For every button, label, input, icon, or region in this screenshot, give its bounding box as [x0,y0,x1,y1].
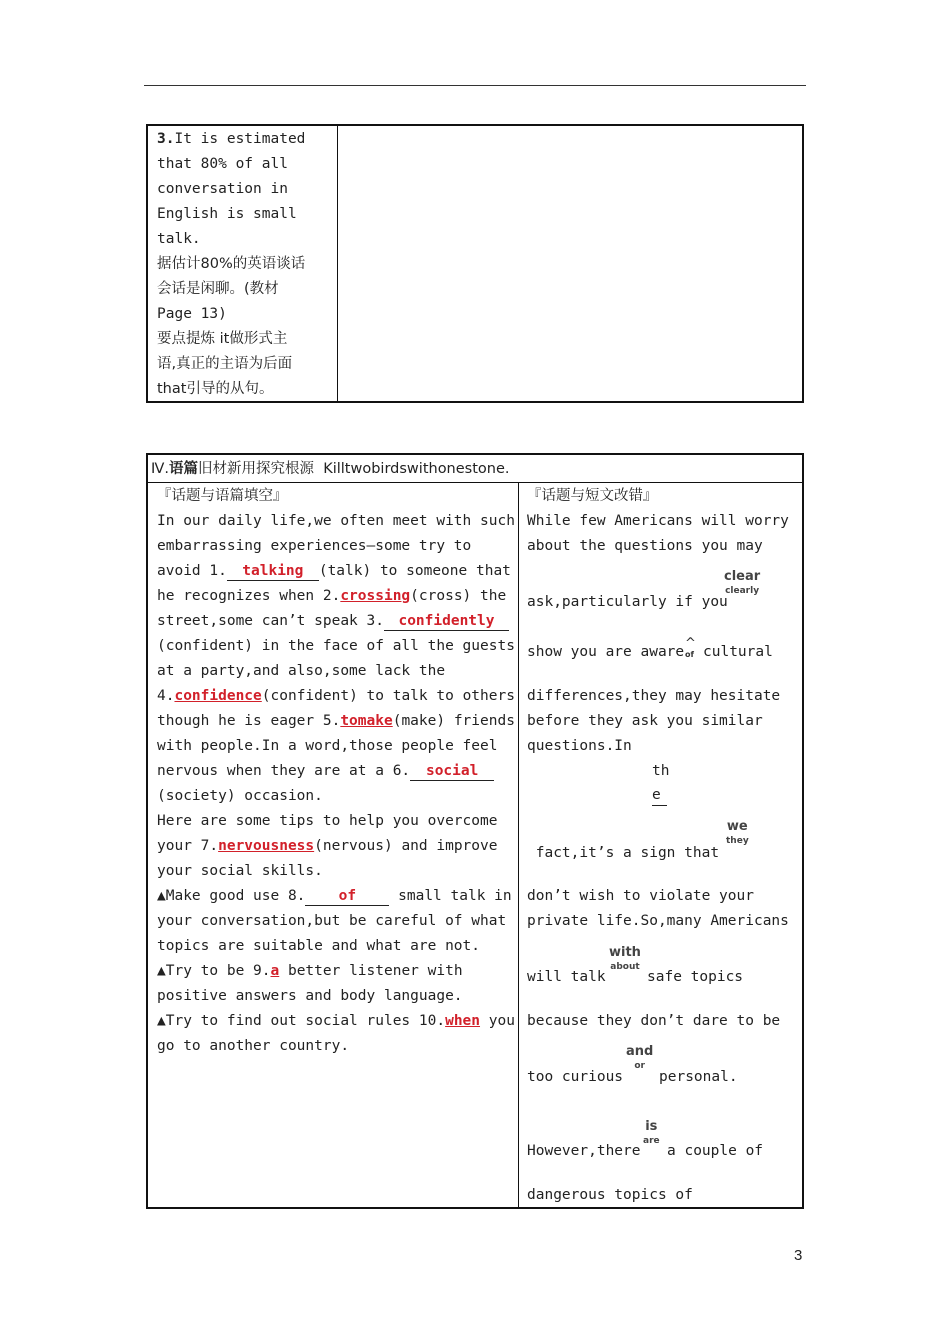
passage-line: street,some can’t speak 3. confidently [157,611,509,631]
example-line: that 80% of all [157,156,288,172]
answer-4: confidence [174,688,262,704]
translation-line: 会话是闲聊。(教材 [157,281,279,297]
answer-10: when [445,1013,481,1029]
correction-line: will talk [527,969,606,985]
correction-line: e [652,786,667,806]
passage-line: (confident) in the face of all the guests [157,638,515,654]
answer-5: tomake [340,713,393,729]
passage-line: though he is eager 5.tomake(make) friends [157,713,515,729]
correction-line: cultural [703,644,773,660]
correction-option-stack: we they [726,819,749,846]
passage-line: ▲Try to be 9.a better listener with [157,963,463,979]
correction-line: show you are aware [527,644,685,660]
correction-option-stack: is are [643,1119,660,1146]
passage-line: positive answers and body language. [157,988,463,1004]
blank-1: talking [227,562,319,581]
correction-option-stack: clear clearly [724,569,761,596]
correction-line: private life.So,many Americans [527,913,789,929]
translation-line: 据估计80%的英语谈话 [157,256,306,272]
passage-line: avoid 1. talking (talk) to someone that [157,563,511,579]
page-number: 3 [794,1247,803,1264]
passage-line: Here are some tips to help you overcome [157,813,498,829]
example-line: talk. [157,231,201,247]
example-line: English is small [157,206,297,222]
column-divider [518,482,519,1207]
key-point-line: 要点提炼 it做形式主 [157,331,288,347]
correction-line: dangerous topics of [527,1187,693,1203]
table-divider [337,126,338,401]
passage-line: your social skills. [157,863,323,879]
header-divider [148,482,802,483]
correction-line: a couple of [667,1143,764,1159]
right-column-title: 『话题与短文改错』 [527,488,658,504]
correction-line: questions.In [527,738,632,754]
correction-line: personal. [659,1069,738,1085]
correction-line: about the questions you may [527,538,763,554]
insert-caret-icon: ^ [685,636,696,651]
passage-line: (society) occasion. [157,788,323,804]
page-reference: Page 13) [157,306,227,322]
passage-line: nervous when they are at a 6. social [157,761,494,781]
correction-option-stack: with about [609,945,641,972]
key-point-line: 语,真正的主语为后面 [157,356,293,372]
caret-insert-word: of [685,650,694,659]
correction-line: th [652,763,670,779]
answer-9: a [270,963,280,979]
passage-line: ▲Try to find out social rules 10.when you [157,1013,515,1029]
passage-line: your 7.nervousness(nervous) and improve [157,838,498,854]
example-line: conversation in [157,181,288,197]
correction-line: fact,it’s a sign that [527,845,720,861]
left-column-title: 『话题与语篇填空』 [157,488,288,504]
passage-line: 4.confidence(confident) to talk to others [157,688,515,704]
passage-line: your conversation,but be careful of what [157,913,507,929]
correction-line: differences,they may hesitate [527,688,781,704]
correction-line: don’t wish to violate your [527,888,754,904]
key-point-line: that引导的从句。 [157,381,274,397]
blank-8: of [305,887,389,906]
correction-line: However,there [527,1143,641,1159]
blank-3: confidently [384,612,509,631]
answer-7: nervousness [218,838,315,854]
correction-option-stack: and or [626,1044,654,1071]
blank-6: social [410,762,494,781]
passage-line: go to another country. [157,1038,350,1054]
passage-line: with people.In a word,those people feel [157,738,498,754]
correction-line: ask,particularly if you [527,594,728,610]
passage-line: ▲Make good use 8. of small talk in [157,888,512,904]
passage-line: In our daily life,we often meet with such [157,513,515,529]
passage-line: topics are suitable and what are not. [157,938,481,954]
correction-line: safe topics [647,969,744,985]
example-line: 3.It is estimated [157,131,306,147]
passage-line: at a party,and also,some lack the [157,663,446,679]
passage-line: embarrassing experiences—some try to [157,538,472,554]
section-header: Ⅳ.语篇旧材新用探究根源 Killtwobirdswithonestone. [151,461,510,477]
passage-line: he recognizes when 2.crossing(cross) the [157,588,507,604]
example-number: 3. [157,131,175,147]
correction-line: before they ask you similar [527,713,763,729]
correction-line: too curious [527,1069,624,1085]
correction-line: While few Americans will worry [527,513,789,529]
header-rule [144,85,806,86]
correction-line: because they don’t dare to be [527,1013,781,1029]
answer-2: crossing [340,588,411,604]
